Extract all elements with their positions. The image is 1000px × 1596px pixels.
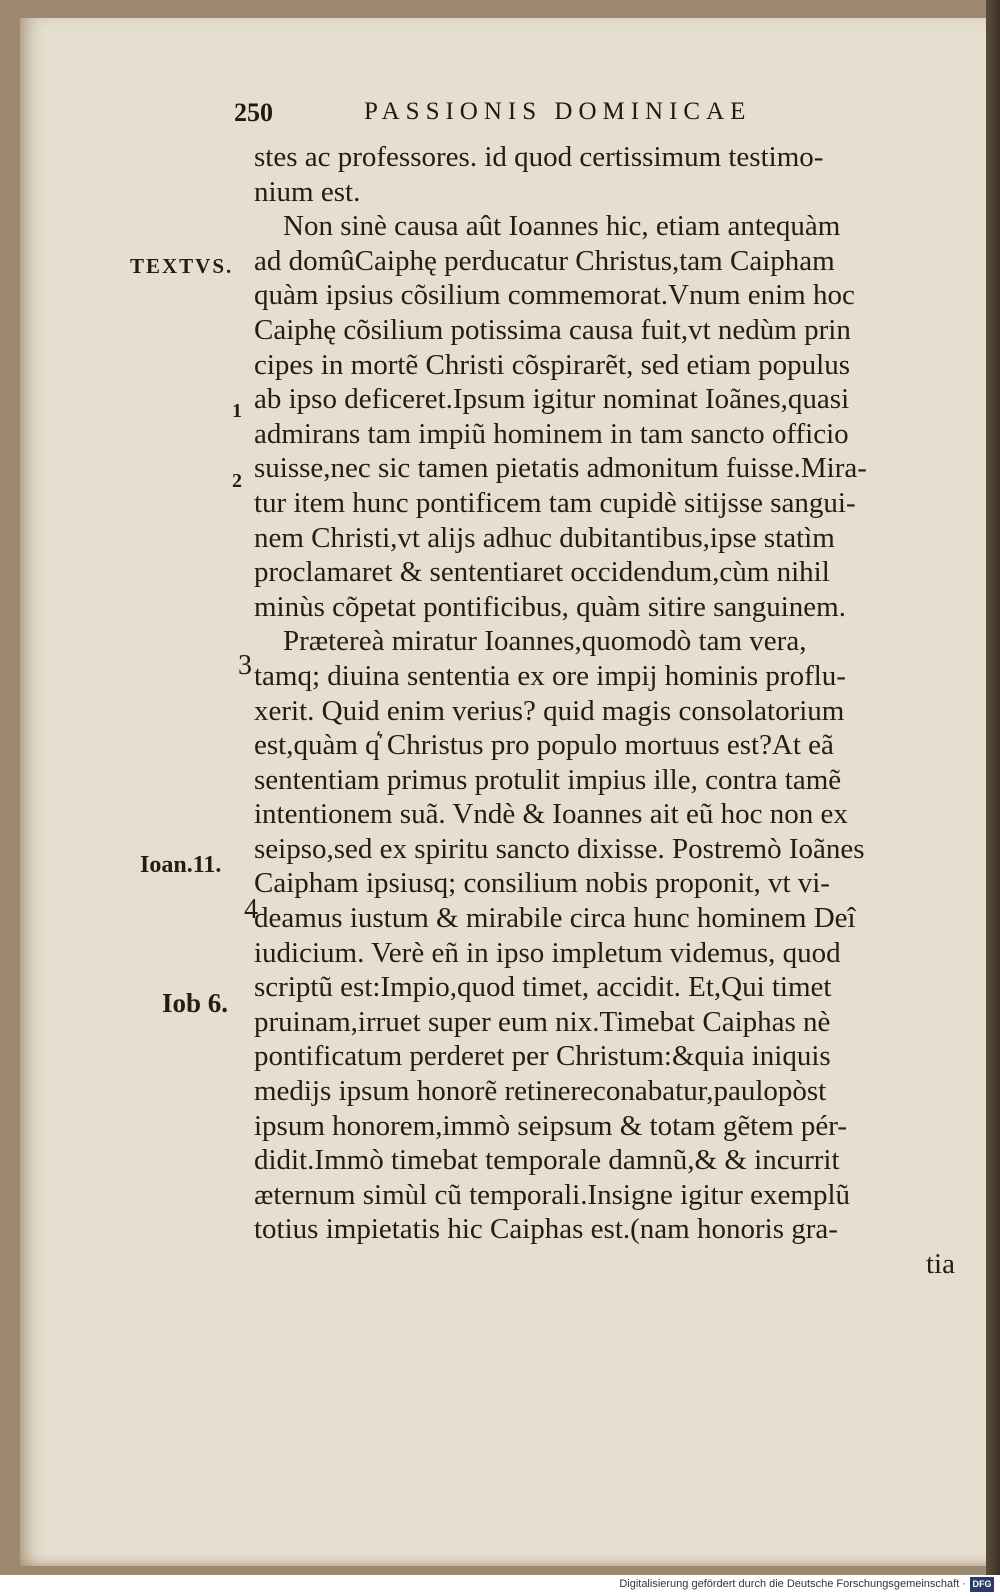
catchword: tia: [926, 1248, 955, 1280]
dfg-logo-icon: DFG: [970, 1577, 994, 1592]
margin-note-number-1: 1: [232, 400, 242, 422]
text-line: Caipham ipsiusq; consilium nobis proponit, vt vi-: [254, 867, 830, 900]
text-line: Caiphę cõsilium potissima causa fuit,vt nedùm prin: [254, 313, 851, 346]
text-line: totius impietatis hic Caiphas est.(nam honoris gra-: [254, 1213, 838, 1246]
text-line: stes ac professores. id quod certissimum testimo-: [254, 141, 824, 173]
text-line: ipsum honorem,immò seipsum & totam gẽtem pér-: [254, 1109, 848, 1142]
text-line: suisse,nec sic tamen pietatis admonitum fuisse.Mira-: [254, 452, 867, 485]
text-line: pruinam,irruet super eum nix.Timebat Caiphas nè: [254, 1005, 831, 1038]
page-edge: [986, 0, 1000, 1575]
text-line: deamus iustum & mirabile circa hunc hominem Deî: [254, 902, 856, 935]
text-line: cipes in mortẽ Christi cõspirarẽt, sed etiam populus: [254, 348, 850, 381]
footer-bar: [0, 1575, 1000, 1596]
page-header: [234, 98, 954, 138]
text-line: iudicium. Verè eñ in ipso impletum videmus, quod: [254, 936, 841, 969]
text-line: proclamaret & sententiaret occidendum,cùm nihil: [254, 556, 830, 589]
text-line: quàm ipsius cõsilium commemorat.Vnum enim hoc: [254, 279, 855, 312]
text-line: nem Christi,vt alijs adhuc dubitantibus,ipse statìm: [254, 521, 835, 554]
text-line: minùs cõpetat pontificibus, quàm sitire sanguinem.: [254, 590, 846, 623]
margin-note-textus: TEXTVS.: [130, 254, 234, 278]
text-line: nium est.: [254, 175, 361, 208]
text-line: intentionem suã. Vndè & Ioannes ait eũ hoc non ex: [254, 798, 848, 831]
text-line: medijs ipsum honorẽ retinereconabatur,paulopòst: [254, 1075, 827, 1108]
text-line: ad domûCaiphę perducatur Christus,tam Caipham: [254, 244, 835, 277]
margin-note-number-4: 4: [244, 894, 258, 925]
margin-note-iob: Iob 6.: [162, 988, 229, 1018]
funding-credit: Digitalisierung gefördert durch die Deutsche Forschungsgemeinschaft ·: [619, 1578, 966, 1590]
text-line: xerit. Quid enim verius? quid magis consolatorium: [254, 694, 845, 727]
text-line: didit.Immò timebat temporale damnũ,& & incurrit: [254, 1144, 840, 1177]
running-head: PASSIONIS DOMINICAE: [364, 98, 752, 125]
text-line: ab ipso deficeret.Ipsum igitur nominat Ioãnes,quasi: [254, 383, 850, 416]
margin-note-number-2: 2: [232, 470, 242, 492]
body-text: [254, 140, 959, 1282]
text-line: tamq; diuina sententia ex ore impij hominis proflu-: [254, 659, 846, 692]
text-line: æternum simùl cũ temporali.Insigne igitur exemplũ: [254, 1178, 851, 1211]
text-line: pontificatum perderet per Christum:&quia iniquis: [254, 1040, 831, 1073]
text-line: est,quàm q͛ Christus pro populo mortuus est?At eã: [254, 729, 834, 762]
margin-note-number-3: 3: [238, 650, 252, 681]
text-line: scriptũ est:Impio,quod timet, accidit. Et,Qui timet: [254, 971, 832, 1004]
margin-note-ioan: Ioan.11.: [140, 852, 222, 878]
text-line: seipso,sed ex spiritu sancto dixisse. Postremò Ioãnes: [254, 832, 865, 865]
page-number: 250: [234, 98, 273, 127]
text-line: admirans tam impiũ hominem in tam sancto officio: [254, 417, 849, 450]
text-line: tur item hunc pontificem tam cupidè sitijsse sangui-: [254, 486, 856, 519]
text-line: Non sinè causa aût Ioannes hic, etiam antequàm: [254, 210, 841, 243]
text-line: Prætereà miratur Ioannes,quomodò tam vera,: [254, 625, 807, 658]
text-line: sententiam primus protulit impius ille, contra tamẽ: [254, 763, 842, 796]
